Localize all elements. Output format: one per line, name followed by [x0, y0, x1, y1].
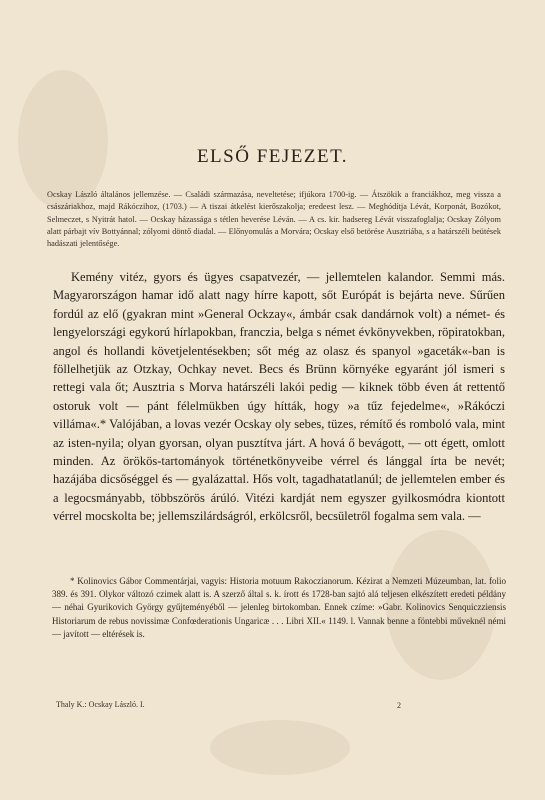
chapter-title: ELSŐ FEJEZET. — [196, 146, 349, 167]
footnote — [52, 575, 506, 641]
chapter-summary: Ocskay László általános jellemzése. — Családi származása, neveltetése; ifjúkora 1700-ig. — Átszökik a franciákhoz, meg vissza a császáriakhoz, majd Rákóczihoz, (1703.) — A tiszai átkelést kierőszakolja; eredeest lesz. — Meghódítja Lévát, Korponát, Bozókot, Selmeczet, s Nyitrát hatol. — Ocskay házassága s tétlen heverése Léván. — A cs. kir. hadsereg Lévát visszafoglalja; Ocskay Zólyom alatt párbajt vív Bottyánnal; zólyomi döntő diadal. — Előnyomulás a Morvára; Ocskay első betörése Ausztriába, s a határszéli beütések hadászati jelentősége. — [47, 190, 501, 249]
main-body-text — [53, 268, 505, 526]
body-paragraph: Kemény vitéz, gyors és ügyes csapatvezér, — jellemtelen kalandor. Semmi más. Magyarországon hamar idő alatt nagy hírre kapott, sőt Európát is bejárta neve. Sűrűen fordúl az elő (gyakran mint »General Ockzay«, ámbár csak dandárnok volt) a német- és lengyelországi egykorú hírlapokban, franczia, belga s német évkönyvekben, röpiratokban, angol és hollandi követjelentésekben; sőt még az olasz és spanyol »gaceták«-ban is föllelhetjük az Otzkay, Ochkay nevet. Becs és Brünn környéke egyaránt jól ismeri s rettegi vala őt; Ausztria s Morva határszéli lakói pedig — kiknek több éven át rettentő ostoruk volt — pánt félelmükben úgy hítták, hogy »a tűz fejedelme«, »Rákóczi villáma«.* Valójában, a lovas vezér Ocskay oly sebes, tüzes, rémítő és romboló vala, mint az isten-nyila; olyan gyorsan, olyan pusztítva járt. A hová ő bevágott, — ott égett, omlott minden. Az örökös-tartományok történetkönyveibe vérrel és lánggal írta be nevét; hazájába dicsőséggel és — gyalázattal. Hős volt, tagadhatatlanúl; de jellemtelen ember és a legocsmányabb, többszörös árúló. Vitézi kardját nem egyszer gyilkosmódra kiontott vérrel mocskolta be; jellemszilárdságról, erkölcsről, becsületről fogalma sem vala. — — [53, 270, 505, 524]
footnote-text: * Kolinovics Gábor Commentárjai, vagyis: Historia motuum Rakoczianorum. Kézirat a Nemzeti Múzeumban, lat. folio 389. és 391. Olykor változó czimek alatt is. A szerző által s. k. írott és 1728-ban sajtó alá teljesen elkészített eredeti példány — néhai Gyurikovich György gyűjteményéből — jelenleg birtokomban. Ennek czíme: »Gabr. Kolinovics Senquiczziensis Historiarum de rebus novissimæ Confœderationis Ungaricæ . . . Libri XII.« 1149. l. Vannak benne a föntebbi műveknél némi — javított — eltérések is. — [52, 576, 506, 639]
printer-signature: Thaly K.: Ocskay László. I. — [56, 700, 145, 709]
sheet-number: 2 — [397, 701, 401, 710]
paper-stain — [210, 720, 350, 775]
